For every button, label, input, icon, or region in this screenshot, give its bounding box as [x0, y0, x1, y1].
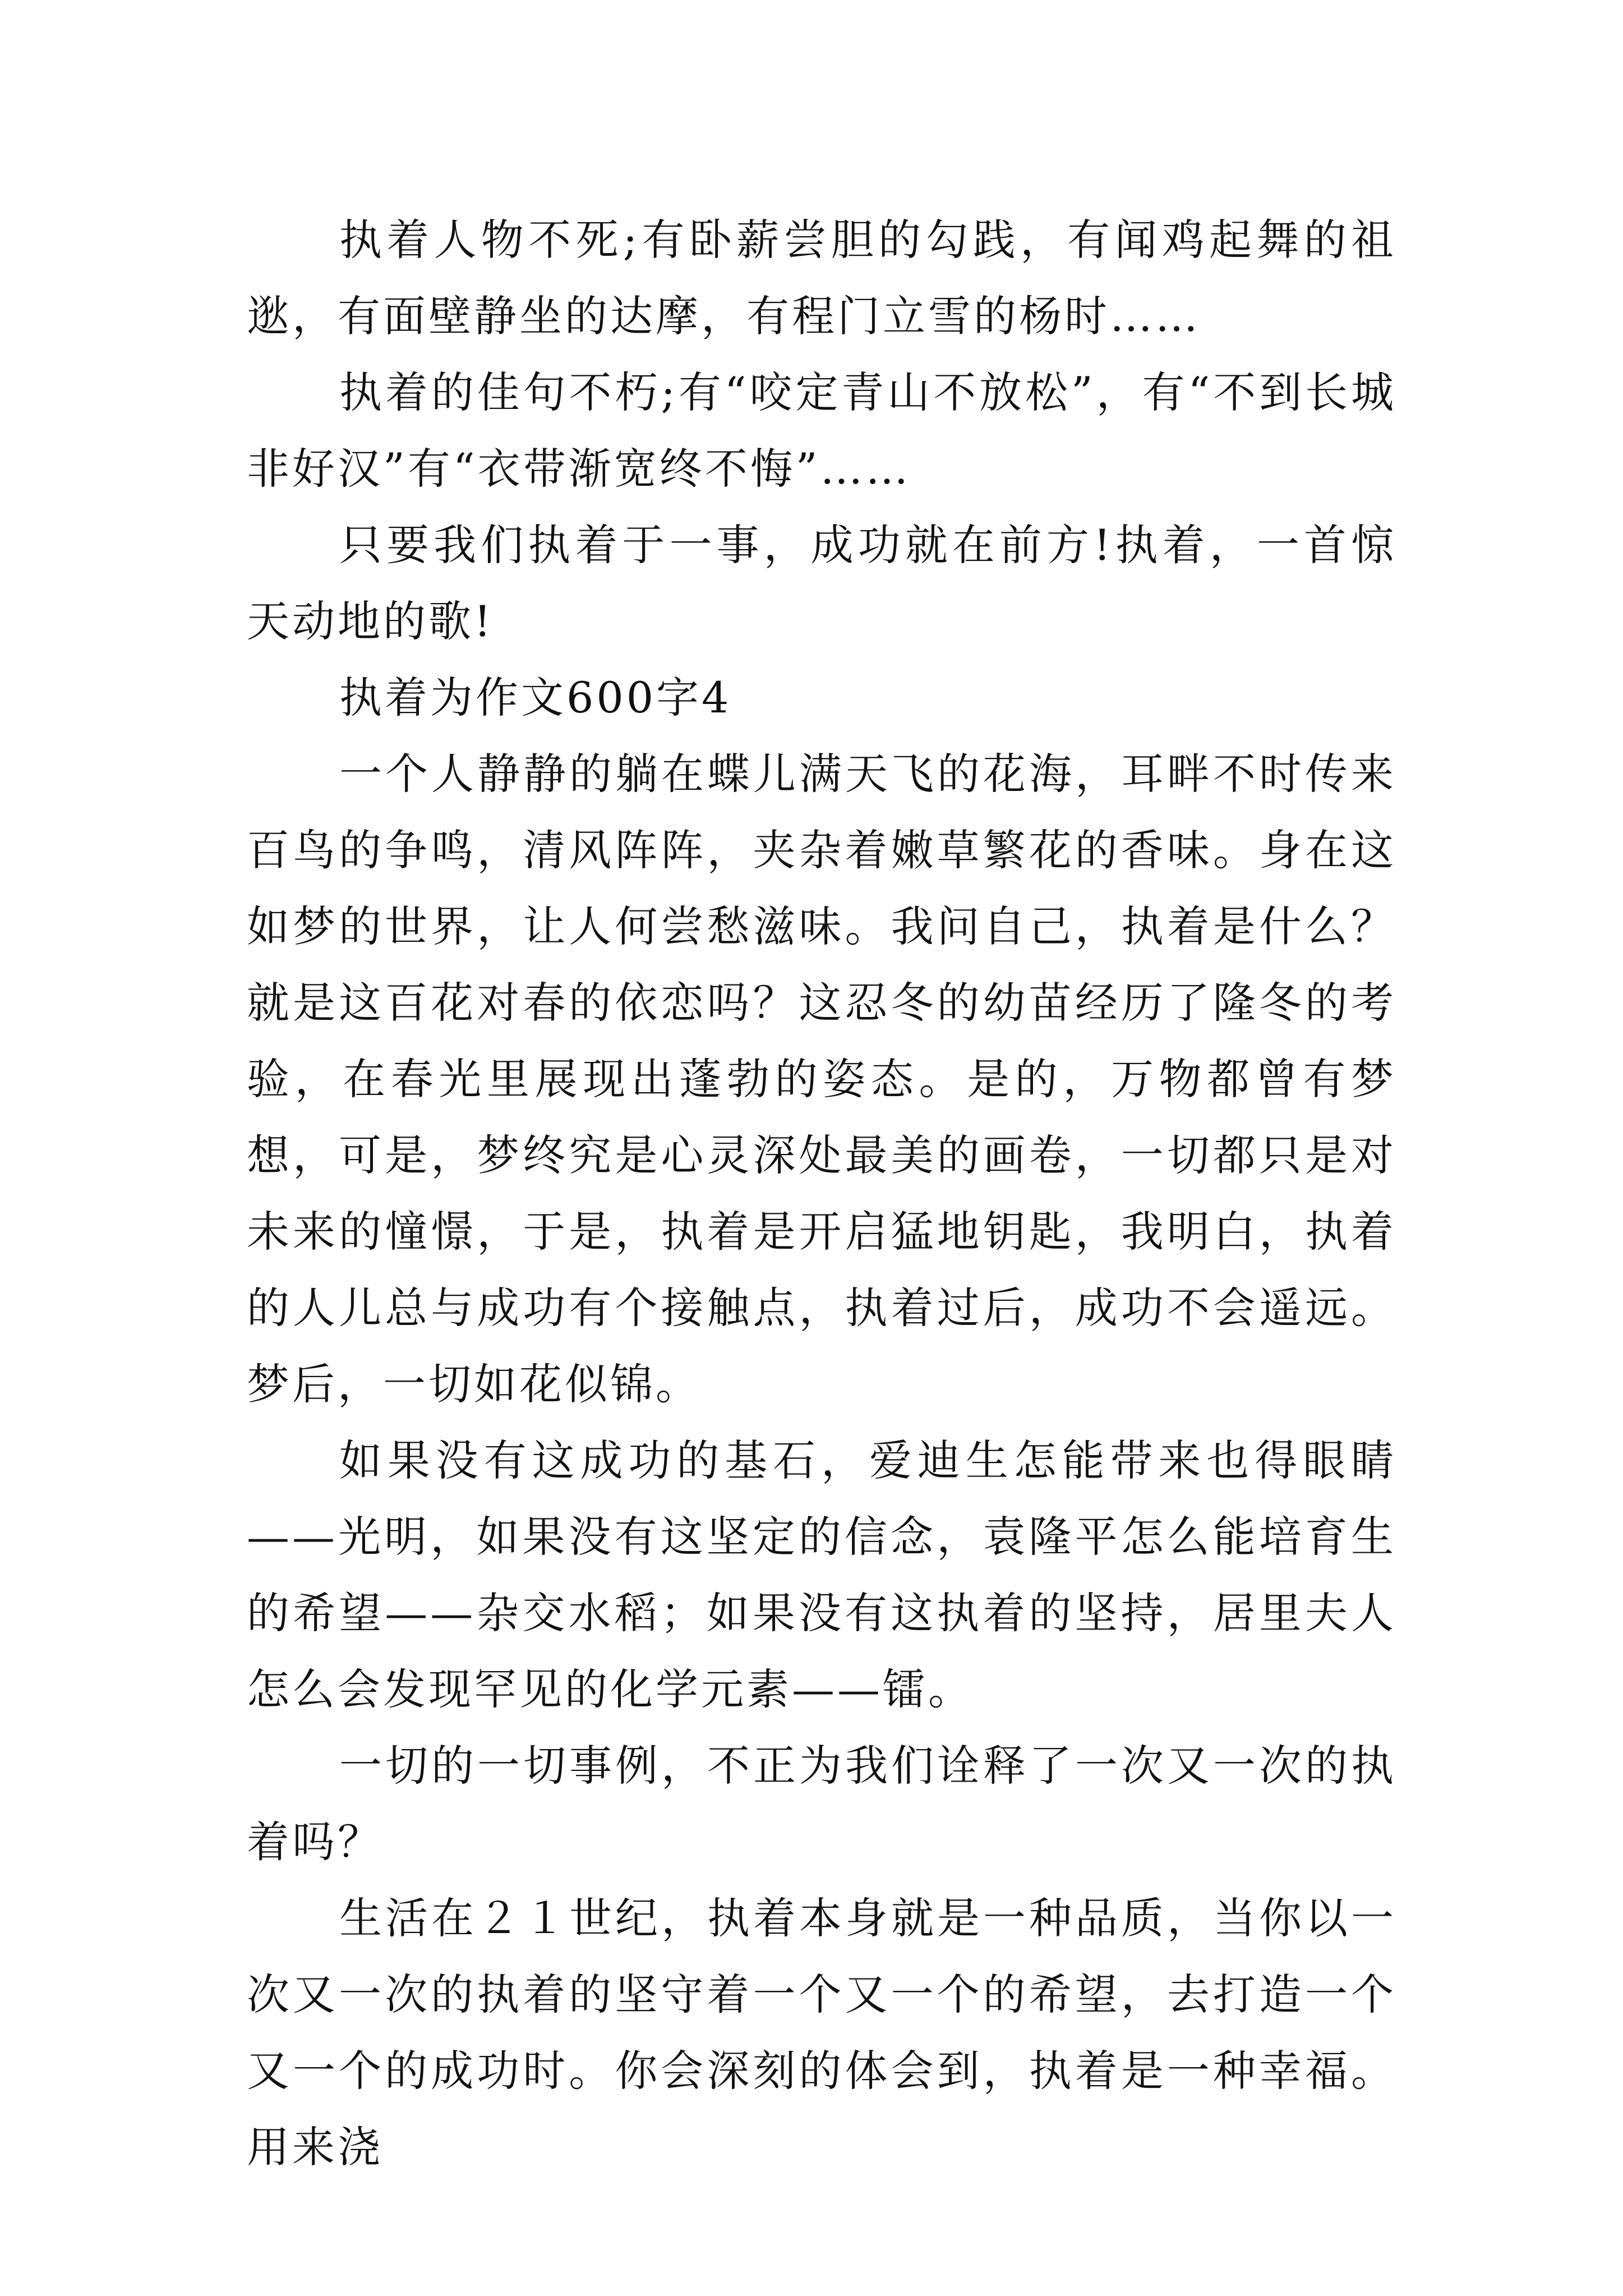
paragraph-examples: 如果没有这成功的基石，爱迪生怎能带来也得眼睛——光明，如果没有这坚定的信念，袁隆平怎么能培育生的希望——杂交水稻；如果没有这执着的坚持，居里夫人怎么会发现罕见的化学元素——镭。: [247, 1435, 1396, 1714]
essay-heading: 执着为作文600字4: [339, 673, 732, 723]
paragraph-interpretation: 一切的一切事例，不正为我们诠释了一次又一次的执着吗？: [247, 1741, 1396, 1867]
paragraph-success-ahead: 只要我们执着于一事，成功就在前方!执着，一首惊天动地的歌!: [247, 520, 1396, 646]
paragraph-historical-figures: 执着人物不死;有卧薪尝胆的勾践，有闻鸡起舞的祖逖，有面壁静坐的达摩，有程门立雪的杨时……: [247, 215, 1396, 341]
document-body: [247, 202, 1396, 2185]
paragraph-flower-sea: 一个人静静的躺在蝶儿满天飞的花海，耳畔不时传来百鸟的争鸣，清风阵阵，夹杂着嫩草繁花的香味。身在这如梦的世界，让人何尝愁滋味。我问自己，执着是什么？就是这百花对春的依恋吗？这忍冬的幼苗经历了隆冬的考验，在春光里展现出蓬勃的姿态。是的，万物都曾有梦想，可是，梦终究是心灵深处最美的画卷，一切都只是对未来的憧憬，于是，执着是开启猛地钥匙，我明白，执着的人儿总与成功有个接触点，执着过后，成功不会遥远。梦后，一切如花似锦。: [247, 749, 1396, 1409]
paragraph-21st-century: 生活在２１世纪，执着本身就是一种品质，当你以一次又一次的执着的坚守着一个又一个的希望，去打造一个又一个的成功时。你会深刻的体会到，执着是一种幸福。用来浇: [247, 1893, 1396, 2172]
paragraph-famous-lines: 执着的佳句不朽;有“咬定青山不放松”，有“不到长城非好汉”有“衣带渐宽终不悔”……: [247, 367, 1396, 494]
